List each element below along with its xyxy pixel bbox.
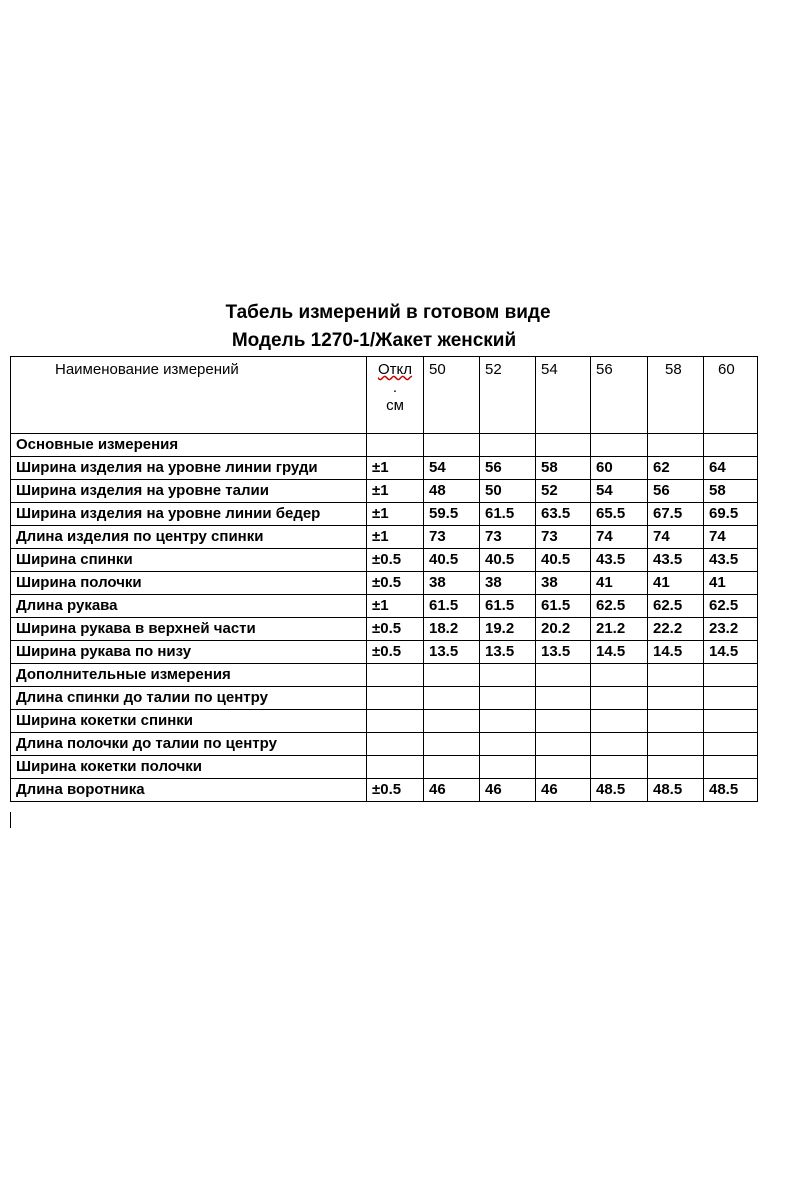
table-title: Табель измерений в готовом виде	[225, 302, 551, 323]
header-row	[11, 357, 758, 434]
row-value: 43.5	[648, 549, 704, 572]
row-value: 73	[480, 526, 536, 549]
row-value	[536, 733, 591, 756]
row-value: 54	[591, 480, 648, 503]
row-value: 48.5	[648, 779, 704, 802]
row-value	[536, 756, 591, 779]
row-value: 62.5	[648, 595, 704, 618]
row-value: 18.2	[424, 618, 480, 641]
row-value	[591, 756, 648, 779]
row-value: 48	[424, 480, 480, 503]
row-value: 23.2	[704, 618, 758, 641]
table-row	[11, 434, 758, 457]
row-name: Ширина спинки	[11, 549, 367, 572]
row-value	[536, 434, 591, 457]
row-name: Ширина кокетки полочки	[11, 756, 367, 779]
table-row	[11, 572, 758, 595]
row-value: 38	[424, 572, 480, 595]
header-tolerance-line2: .	[392, 379, 398, 396]
row-tolerance: ±0.5	[367, 641, 424, 664]
row-value: 48.5	[704, 779, 758, 802]
table-row	[11, 687, 758, 710]
row-value	[536, 687, 591, 710]
row-tolerance: ±1	[367, 595, 424, 618]
row-value: 74	[591, 526, 648, 549]
table-row	[11, 549, 758, 572]
row-name: Длина полочки до талии по центру	[11, 733, 367, 756]
row-tolerance: ±0.5	[367, 779, 424, 802]
table-row	[11, 710, 758, 733]
row-value: 59.5	[424, 503, 480, 526]
table-row	[11, 457, 758, 480]
row-value: 41	[704, 572, 758, 595]
table-row	[11, 664, 758, 687]
row-value	[704, 733, 758, 756]
row-tolerance	[367, 733, 424, 756]
table-row	[11, 779, 758, 802]
row-value: 73	[536, 526, 591, 549]
measurements-table	[10, 356, 758, 802]
row-value	[648, 434, 704, 457]
row-tolerance: ±0.5	[367, 618, 424, 641]
row-tolerance	[367, 756, 424, 779]
row-tolerance: ±1	[367, 503, 424, 526]
row-tolerance	[367, 710, 424, 733]
header-name: Наименование измерений	[11, 357, 367, 434]
row-value: 62.5	[704, 595, 758, 618]
row-tolerance: ±1	[367, 457, 424, 480]
row-value: 43.5	[704, 549, 758, 572]
header-size: 52	[480, 357, 536, 434]
row-value	[591, 710, 648, 733]
row-value: 41	[591, 572, 648, 595]
row-value	[480, 687, 536, 710]
row-value: 50	[480, 480, 536, 503]
row-tolerance: ±1	[367, 480, 424, 503]
row-value: 54	[424, 457, 480, 480]
table-row	[11, 733, 758, 756]
row-name: Ширина кокетки спинки	[11, 710, 367, 733]
row-value	[648, 710, 704, 733]
row-value	[424, 710, 480, 733]
row-value	[591, 664, 648, 687]
table-row	[11, 480, 758, 503]
header-size: 54	[536, 357, 591, 434]
model-title: Модель 1270-1/Жакет женский	[231, 330, 517, 351]
table-row	[11, 618, 758, 641]
row-value: 74	[704, 526, 758, 549]
header-tolerance	[367, 357, 424, 434]
row-value: 67.5	[648, 503, 704, 526]
row-value: 74	[648, 526, 704, 549]
row-tolerance	[367, 434, 424, 457]
row-value	[704, 664, 758, 687]
table-row	[11, 641, 758, 664]
row-value: 69.5	[704, 503, 758, 526]
row-value	[480, 664, 536, 687]
row-value	[648, 687, 704, 710]
row-value: 43.5	[591, 549, 648, 572]
row-value: 62	[648, 457, 704, 480]
row-value: 40.5	[480, 549, 536, 572]
row-value	[480, 710, 536, 733]
row-value: 52	[536, 480, 591, 503]
row-value	[480, 733, 536, 756]
row-value: 46	[536, 779, 591, 802]
row-tolerance	[367, 664, 424, 687]
row-value: 56	[480, 457, 536, 480]
row-value	[704, 710, 758, 733]
table-row	[11, 595, 758, 618]
row-value: 13.5	[480, 641, 536, 664]
row-value	[480, 756, 536, 779]
row-value	[704, 434, 758, 457]
row-value: 64	[704, 457, 758, 480]
row-value: 14.5	[704, 641, 758, 664]
header-tolerance-line3: см	[386, 397, 404, 414]
row-value: 14.5	[591, 641, 648, 664]
row-value: 61.5	[480, 503, 536, 526]
row-name: Длина изделия по центру спинки	[11, 526, 367, 549]
row-name: Длина воротника	[11, 779, 367, 802]
row-value: 56	[648, 480, 704, 503]
row-name: Основные измерения	[11, 434, 367, 457]
row-value: 13.5	[536, 641, 591, 664]
row-value: 22.2	[648, 618, 704, 641]
row-tolerance: ±0.5	[367, 549, 424, 572]
row-value: 65.5	[591, 503, 648, 526]
row-value	[424, 687, 480, 710]
row-value: 62.5	[591, 595, 648, 618]
row-value	[480, 434, 536, 457]
row-tolerance: ±1	[367, 526, 424, 549]
row-value	[591, 733, 648, 756]
row-value	[536, 664, 591, 687]
row-value: 40.5	[424, 549, 480, 572]
header-size: 50	[424, 357, 480, 434]
row-name: Ширина полочки	[11, 572, 367, 595]
table-row	[11, 756, 758, 779]
header-size: 58	[648, 357, 704, 434]
row-value	[424, 733, 480, 756]
row-name: Длина рукава	[11, 595, 367, 618]
row-value: 20.2	[536, 618, 591, 641]
row-value: 40.5	[536, 549, 591, 572]
row-value: 61.5	[480, 595, 536, 618]
row-value: 58	[704, 480, 758, 503]
row-value	[704, 687, 758, 710]
row-value: 60	[591, 457, 648, 480]
row-value: 41	[648, 572, 704, 595]
row-name: Ширина рукава по низу	[11, 641, 367, 664]
row-value	[591, 687, 648, 710]
row-value: 19.2	[480, 618, 536, 641]
header-tolerance-line1: Откл	[377, 361, 413, 378]
row-tolerance: ±0.5	[367, 572, 424, 595]
row-value: 13.5	[424, 641, 480, 664]
row-value	[424, 664, 480, 687]
row-value: 21.2	[591, 618, 648, 641]
row-value: 14.5	[648, 641, 704, 664]
row-value	[591, 434, 648, 457]
row-value: 48.5	[591, 779, 648, 802]
row-value: 38	[536, 572, 591, 595]
table-row	[11, 526, 758, 549]
row-value	[424, 756, 480, 779]
row-value	[648, 756, 704, 779]
row-value: 73	[424, 526, 480, 549]
row-value	[648, 733, 704, 756]
row-value: 61.5	[424, 595, 480, 618]
row-name: Ширина изделия на уровне линии бедер	[11, 503, 367, 526]
table-row	[11, 503, 758, 526]
row-value: 46	[480, 779, 536, 802]
row-value: 61.5	[536, 595, 591, 618]
header-size: 60	[704, 357, 758, 434]
row-value: 63.5	[536, 503, 591, 526]
header-size: 56	[591, 357, 648, 434]
row-name: Дополнительные измерения	[11, 664, 367, 687]
row-value	[704, 756, 758, 779]
row-name: Ширина изделия на уровне линии груди	[11, 457, 367, 480]
row-value	[648, 664, 704, 687]
row-tolerance	[367, 687, 424, 710]
row-value	[424, 434, 480, 457]
row-name: Ширина изделия на уровне талии	[11, 480, 367, 503]
row-value	[536, 710, 591, 733]
row-name: Ширина рукава в верхней части	[11, 618, 367, 641]
row-value: 58	[536, 457, 591, 480]
row-value: 38	[480, 572, 536, 595]
text-cursor	[10, 812, 11, 828]
row-name: Длина спинки до талии по центру	[11, 687, 367, 710]
row-value: 46	[424, 779, 480, 802]
